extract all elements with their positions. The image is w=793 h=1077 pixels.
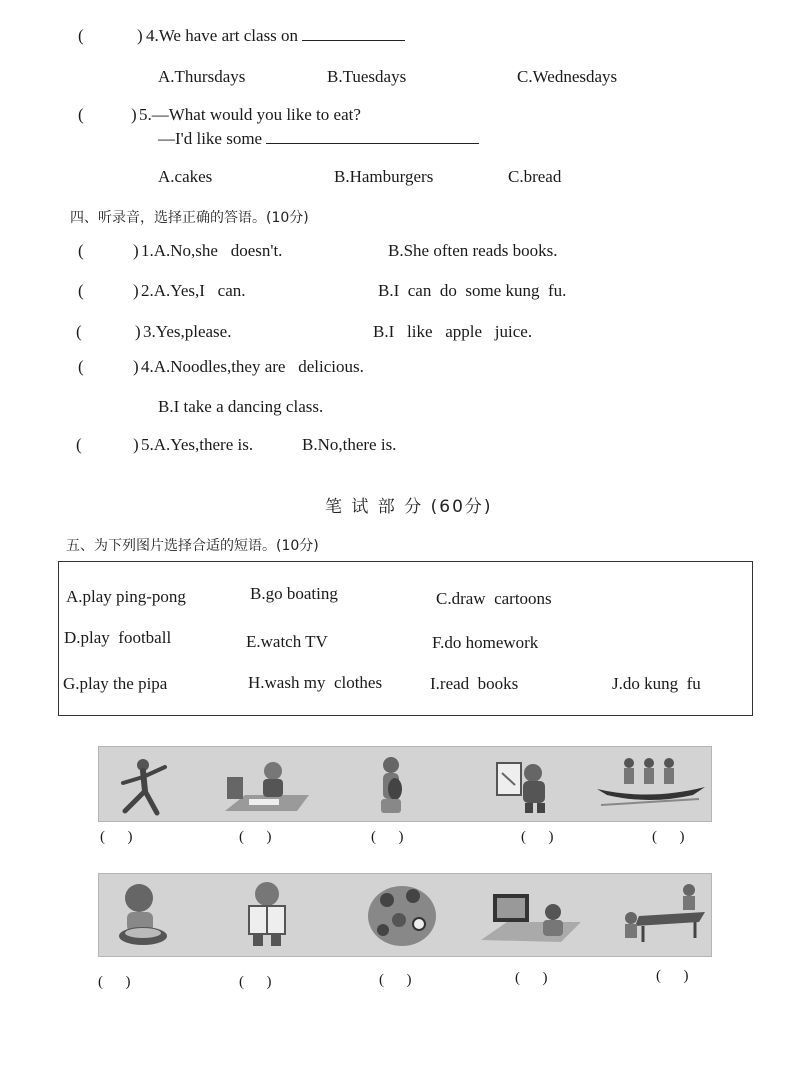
picture-strip-1: [98, 746, 712, 822]
s4-q1-option-b: B.She often reads books.: [388, 241, 558, 260]
phrase-i: I.read books: [430, 674, 519, 693]
q4-paren-close: ): [137, 26, 143, 45]
q5-paren-close: ): [131, 105, 137, 124]
s4-q5-option-b: B.No,there is.: [302, 435, 397, 454]
q4-text: 4.We have art class on: [146, 26, 303, 45]
q5-line1: 5.—What would you like to eat?: [139, 105, 361, 124]
reading-icon: [229, 876, 309, 954]
q5-line2: [158, 129, 479, 149]
s4-q5-paren-open: (: [76, 435, 82, 454]
phrase-f: F.do homework: [432, 633, 539, 652]
s4-q2-option-b: B.I can do some kung fu.: [378, 281, 567, 300]
phrase-c: C.draw cartoons: [436, 589, 552, 608]
row1-answer-2[interactable]: ( ): [239, 829, 272, 845]
phrase-b: B.go boating: [250, 584, 338, 603]
q5-option-b: B.Hamburgers: [334, 167, 434, 186]
row1-answer-3[interactable]: ( ): [371, 829, 404, 845]
s4-q4-paren-open: (: [78, 357, 84, 376]
s4-q1-paren-open: (: [78, 241, 84, 260]
s4-q1-option-a: 1.A.No,she doesn't.: [141, 241, 283, 260]
row1-answer-5[interactable]: ( ): [652, 829, 685, 845]
s4-q2-paren-open: (: [78, 281, 84, 300]
phrase-a: A.play ping-pong: [66, 587, 186, 606]
q4-option-c: C.Wednesdays: [517, 67, 618, 86]
washing-clothes-icon: [105, 876, 185, 954]
row2-answer-3[interactable]: ( ): [379, 972, 412, 988]
kung-fu-icon: [103, 749, 183, 819]
ping-pong-icon: [609, 876, 709, 954]
phrase-e: E.watch TV: [246, 632, 328, 651]
q5-option-a: A.cakes: [158, 167, 213, 186]
q4-question: [146, 26, 405, 46]
drawing-icon: [485, 749, 565, 819]
q5-answer-blank[interactable]: [266, 129, 479, 144]
q4-answer-blank[interactable]: [302, 26, 405, 41]
row2-answer-1[interactable]: ( ): [98, 974, 131, 990]
football-icon: [357, 874, 447, 952]
s4-q2-option-a: 2.A.Yes,I can.: [141, 281, 246, 300]
section4-heading: 四、听录音，选择正确的答语。(10分): [70, 210, 309, 226]
phrase-h: H.wash my clothes: [248, 673, 383, 692]
phrase-j: J.do kung fu: [612, 674, 701, 693]
s4-q3-paren-open: (: [76, 322, 82, 341]
s4-q2-paren-close: ): [133, 281, 139, 300]
s4-q3-option-a: 3.Yes,please.: [143, 322, 232, 341]
row1-answer-1[interactable]: ( ): [100, 829, 133, 845]
s4-q3-option-b: B.I like apple juice.: [373, 322, 533, 341]
s4-q4-paren-close: ): [133, 357, 139, 376]
s4-q4-option-b: B.I take a dancing class.: [158, 397, 324, 416]
q5-paren-open: (: [78, 105, 84, 124]
q4-paren-open: (: [78, 26, 84, 45]
phrase-d: D.play football: [64, 628, 172, 647]
row2-answer-5[interactable]: ( ): [656, 968, 689, 984]
picture-strip-2: [98, 873, 712, 957]
phrase-g: G.play the pipa: [63, 674, 168, 693]
q5-line2-text: —I'd like some: [158, 129, 267, 148]
s4-q1-paren-close: ): [133, 241, 139, 260]
q4-option-a: A.Thursdays: [158, 67, 246, 86]
s4-q4-option-a: 4.A.Noodles,they are delicious.: [141, 357, 364, 376]
row2-answer-4[interactable]: ( ): [515, 970, 548, 986]
row1-answer-4[interactable]: ( ): [521, 829, 554, 845]
s4-q3-paren-close: ): [135, 322, 141, 341]
homework-icon: [217, 749, 317, 819]
q4-option-b: B.Tuesdays: [327, 67, 407, 86]
q5-option-c: C.bread: [508, 167, 562, 186]
boating-icon: [589, 749, 709, 819]
watch-tv-icon: [477, 876, 587, 954]
pipa-icon: [361, 749, 421, 819]
s4-q5-option-a: 5.A.Yes,there is.: [141, 435, 254, 454]
row2-answer-2[interactable]: ( ): [239, 974, 272, 990]
written-section-title: 笔 试 部 分 (60分): [325, 497, 493, 517]
section5-heading: 五、为下列图片选择合适的短语。(10分): [66, 538, 319, 554]
s4-q5-paren-close: ): [133, 435, 139, 454]
